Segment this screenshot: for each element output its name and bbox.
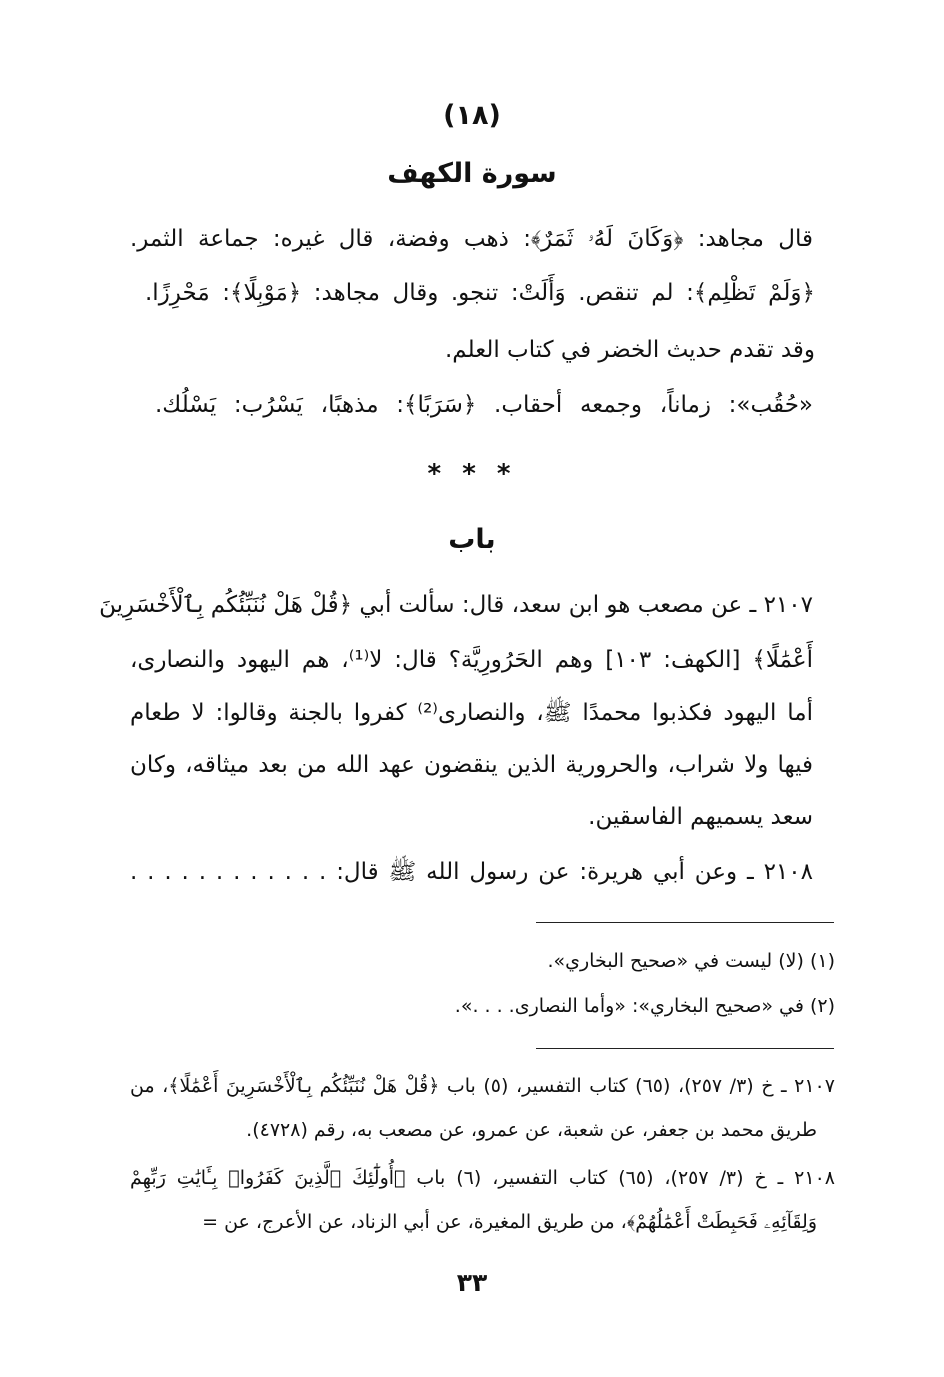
footnote: (٢) في «صحيح البخاري»: «وأما النصارى. . . .».	[454, 995, 835, 1017]
reference-line: ٢١٠٨ ـ خ (٣/ ٢٥٧)، (٦٥) كتاب التفسير، (٦) باب ﴿أُولَٰٓئِكَ ٱلَّذِينَ كَفَرُوا۟ بِـَٔايَٰتِ رَبِّهِمْ	[130, 1167, 835, 1189]
reference-divider	[536, 1048, 834, 1049]
section-title: باب	[448, 524, 496, 555]
reference-line: وَلِقَآئِهِۦ فَحَبِطَتْ أَعْمَٰلُهُمْ﴾، من طريق المغيرة، عن أبي الزناد، عن الأعرج، عن =	[202, 1211, 817, 1233]
chapter-number: (١٨)	[443, 100, 501, 131]
surah-title: سورة الكهف	[387, 158, 557, 189]
intro-line: قال مجاهد: ﴿وَكَانَ لَهُۥ ثَمَرٌ﴾: ذهب وفضة، قال غيره: جماعة الثمر.	[130, 226, 813, 252]
intro-line: ﴿وَلَمْ تَظْلِم﴾: لم تنقص. وَأَلَتْ: تنجو. وقال مجاهد: ﴿مَوْبِلًا﴾: مَحْرِزًا.	[145, 280, 815, 306]
footnote: (١) (لا) ليست في «صحيح البخاري».	[547, 950, 835, 972]
hadith-line: فيها ولا شراب، والحرورية الذين ينقضون عهد الله من بعد ميثاقه، وكان	[130, 752, 813, 778]
hadith-line: سعد يسميهم الفاسقين.	[588, 804, 813, 830]
reference-line: ٢١٠٧ ـ خ (٣/ ٢٥٧)، (٦٥) كتاب التفسير، (٥) باب ﴿قُلْ هَلْ نُنَبِّئُكُم بِٱلْأَخْسَرِينَ أَعْمَٰلًا﴾، من	[130, 1075, 835, 1097]
hadith-line: ٢١٠٧ ـ عن مصعب هو ابن سعد، قال: سألت أبي ﴿قُلْ هَلْ نُنَبِّئُكُم بِٱلْأَخْسَرِينَ	[99, 592, 813, 618]
section-separator: * * *	[427, 459, 517, 489]
intro-line: وقد تقدم حديث الخضر في كتاب العلم.	[445, 337, 815, 363]
hadith-2108: ٢١٠٨ ـ وعن أبي هريرة: عن رسول الله ﷺ قال: . . . . . . . . . . . .	[130, 859, 813, 885]
hadith-line: أما اليهود فكذبوا محمدًا ﷺ، والنصارى⁽²⁾ كفروا بالجنة وقالوا: لا طعام	[130, 700, 813, 726]
footnote-divider	[536, 922, 834, 923]
intro-line: «حُقُب»: زماناً، وجمعه أحقاب. ﴿سَرَبًا﴾: مذهبًا، يَسْرُب: يَسْلُك.	[155, 392, 813, 418]
hadith-line: أَعْمَٰلًا﴾ [الكهف: ١٠٣] وهم الحَرُورِيَّة؟ قال: لا⁽¹⁾، هم اليهود والنصارى،	[130, 647, 814, 673]
page-number: ٣٣	[456, 1268, 488, 1297]
reference-line: طريق محمد بن جعفر، عن شعبة، عن عمرو، عن مصعب به، رقم (٤٧٢٨).	[246, 1119, 817, 1141]
